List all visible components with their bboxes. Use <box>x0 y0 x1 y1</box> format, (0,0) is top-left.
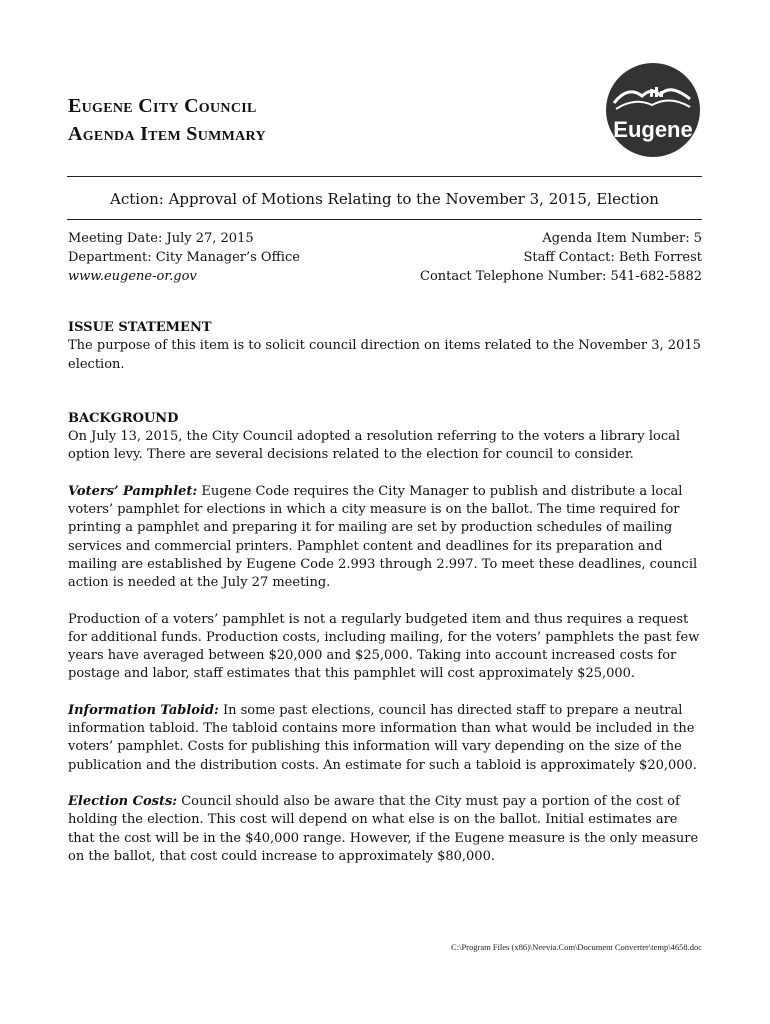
document-body <box>68 319 708 866</box>
election-costs-text: Council should also be aware that the City must pay a portion of the cost of holding the election. This cost will depend on what else is on the ballot. Initial estimates are that the cost will be in the $40,000 range. However, if the Eugene measure is the only measure on the ballot, that cost could increase to approximately $80,000. <box>68 793 699 864</box>
action-line: Action: Approval of Motions Relating to the November 3, 2015, Election <box>110 190 659 208</box>
background-intro: On July 13, 2015, the City Council adopted a resolution referring to the voters a library local option levy. There are several decisions related to the election for council to consider. <box>68 429 681 463</box>
voters-pamphlet-label: Voters’ Pamphlet: <box>68 483 198 499</box>
meeting-info-right <box>420 229 702 286</box>
tabloid-paragraph <box>68 702 708 775</box>
title-line-2: Agenda Item Summary <box>68 123 266 145</box>
meeting-date: Meeting Date: July 27, 2015 <box>68 231 254 246</box>
file-path-footer: C:\Program Files (x86)\Neevia.Com\Document Converter\temp\4658.doc <box>451 942 702 952</box>
tabloid-label: Information Tabloid: <box>68 702 219 718</box>
website-link[interactable]: www.eugene-or.gov <box>68 269 197 284</box>
contact-phone: Contact Telephone Number: 541-682-5882 <box>420 269 702 284</box>
election-costs-label: Election Costs: <box>68 793 178 809</box>
action-rule <box>67 219 702 220</box>
department: Department: City Manager’s Office <box>68 250 300 265</box>
voters-pamphlet-text: Eugene Code requires the City Manager to publish and distribute a local voters’ pamphlet for elections in which a city measure is on the ballot. The time required for printing a pamphlet and preparing it for mailing are set by production schedules of mailing services and commercial printers. Pamphlet content and deadlines for its preparation and mailing are established by Eugene Code 2.993 through 2.997. To meet these deadlines, council action is needed at the July 27 meeting. <box>68 483 698 591</box>
staff-contact: Staff Contact: Beth Forrest <box>523 250 702 265</box>
production-paragraph: Production of a voters’ pamphlet is not a regularly budgeted item and thus requires a request for additional funds. Production costs, including mailing, for the voters’ pamphlets the past few years have averaged between $20,000 and $25,000. Taking into account increased costs for postage and labor, staff estimates that this pamphlet will cost approximately $25,000. <box>68 611 700 682</box>
background-heading: BACKGROUND <box>68 410 179 426</box>
election-costs-paragraph <box>68 793 708 866</box>
svg-text:Eugene: Eugene <box>613 117 693 142</box>
issue-text: The purpose of this item is to solicit council direction on items related to the November 3, 2015 election. <box>68 338 701 372</box>
document-title <box>68 92 266 148</box>
issue-heading: ISSUE STATEMENT <box>68 320 212 335</box>
voters-pamphlet-paragraph <box>68 483 708 593</box>
meeting-info-left <box>68 229 300 286</box>
agenda-item-number: Agenda Item Number: 5 <box>542 231 702 246</box>
title-line-1: Eugene City Council <box>68 95 257 117</box>
eugene-logo <box>606 63 700 157</box>
tabloid-text: In some past elections, council has directed staff to prepare a neutral information tabloid. The tabloid contains more information than what would be included in the voters’ pamphlet. Costs for publishing this information will vary depending on the size of the publication and the distribution costs. An estimate for such a tabloid is approximately $20,000. <box>68 702 697 773</box>
top-rule <box>67 176 702 177</box>
